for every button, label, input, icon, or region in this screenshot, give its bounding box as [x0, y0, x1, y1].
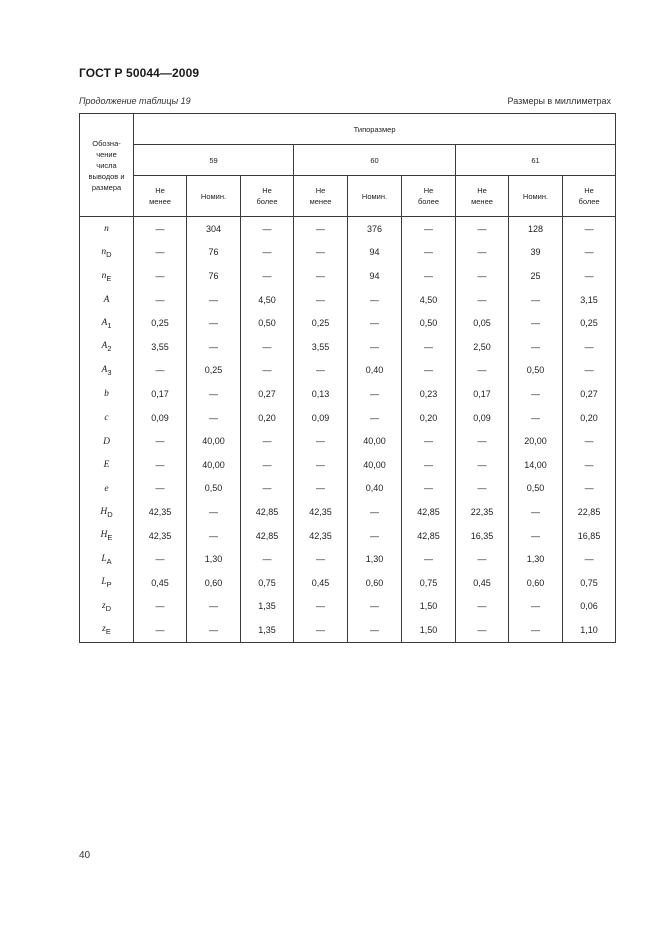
value-cell: — [509, 382, 563, 406]
value-cell: 0,45 [456, 571, 509, 595]
value-cell: 1,50 [402, 595, 456, 619]
value-cell: 128 [509, 217, 563, 241]
symbol-letter: E [103, 460, 110, 471]
table-row [80, 241, 616, 265]
value-cell: — [294, 618, 348, 642]
symbol-letter: A [103, 295, 110, 306]
value-cell: — [294, 359, 348, 383]
value-cell: — [509, 500, 563, 524]
document-title: ГОСТ Р 50044—2009 [79, 66, 200, 80]
subheader-cell: Не более [241, 176, 294, 217]
value-cell: 0,20 [241, 406, 294, 430]
symbol-letter: b [104, 389, 109, 400]
value-cell: — [563, 359, 616, 383]
value-cell: 4,50 [241, 288, 294, 312]
value-cell: — [187, 311, 241, 335]
value-cell: — [134, 618, 187, 642]
table-row [80, 453, 616, 477]
value-cell: — [563, 547, 616, 571]
value-cell: — [456, 477, 509, 501]
value-cell: — [563, 453, 616, 477]
value-cell: — [187, 335, 241, 359]
value-cell: — [402, 453, 456, 477]
value-cell: 0,06 [563, 595, 616, 619]
symbol-subscript: 3 [107, 367, 112, 377]
symbol-subscript: E [105, 627, 111, 637]
value-cell: 0,20 [563, 406, 616, 430]
value-cell: — [402, 241, 456, 265]
value-cell: 42,85 [241, 500, 294, 524]
value-cell: 14,00 [509, 453, 563, 477]
value-cell: 42,35 [294, 524, 348, 548]
value-cell: 0,05 [456, 311, 509, 335]
table-row [80, 335, 616, 359]
value-cell: — [402, 547, 456, 571]
value-cell: — [456, 618, 509, 642]
table-row [80, 500, 616, 524]
value-cell: — [294, 217, 348, 241]
symbol-cell [80, 359, 134, 383]
dimensions-table [79, 113, 616, 643]
value-cell: — [134, 264, 187, 288]
value-cell: 76 [187, 264, 241, 288]
subheader-row [80, 176, 616, 217]
value-cell: 16,35 [456, 524, 509, 548]
value-cell: — [402, 429, 456, 453]
table-row [80, 217, 616, 241]
symbol-letter: H [100, 530, 108, 541]
value-cell: 0,50 [509, 477, 563, 501]
symbol-subscript: D [105, 603, 112, 613]
value-cell: — [402, 217, 456, 241]
size-header-59: 59 [134, 145, 294, 176]
value-cell: — [509, 335, 563, 359]
value-cell: 0,75 [402, 571, 456, 595]
value-cell: 42,85 [241, 524, 294, 548]
value-cell: — [134, 477, 187, 501]
value-cell: 0,09 [134, 406, 187, 430]
value-cell: 40,00 [348, 453, 402, 477]
value-cell: 0,60 [509, 571, 563, 595]
value-cell: — [348, 595, 402, 619]
value-cell: — [187, 288, 241, 312]
value-cell: 0,27 [563, 382, 616, 406]
value-cell: 0,25 [187, 359, 241, 383]
value-cell: 0,75 [563, 571, 616, 595]
symbol-cell [80, 571, 134, 595]
symbol-cell [80, 311, 134, 335]
symbol-subscript: 2 [107, 344, 112, 354]
value-cell: 0,23 [402, 382, 456, 406]
value-cell: — [456, 288, 509, 312]
value-cell: 3,15 [563, 288, 616, 312]
value-cell: — [563, 264, 616, 288]
value-cell: 42,35 [134, 524, 187, 548]
subheader-cell: Не более [402, 176, 456, 217]
value-cell: — [294, 241, 348, 265]
value-cell: 42,85 [402, 500, 456, 524]
value-cell: — [294, 453, 348, 477]
value-cell: — [187, 500, 241, 524]
size-header-61: 61 [456, 145, 616, 176]
value-cell: — [241, 453, 294, 477]
symbol-cell [80, 477, 134, 501]
value-cell: 304 [187, 217, 241, 241]
symbol-cell [80, 524, 134, 548]
table-row [80, 571, 616, 595]
value-cell: 3,55 [134, 335, 187, 359]
value-cell: — [509, 288, 563, 312]
value-cell: 0,50 [402, 311, 456, 335]
value-cell: — [456, 241, 509, 265]
value-cell: 76 [187, 241, 241, 265]
value-cell: — [456, 453, 509, 477]
value-cell: — [348, 382, 402, 406]
symbol-cell [80, 241, 134, 265]
value-cell: — [456, 595, 509, 619]
symbol-letter: A [101, 317, 108, 328]
symbol-cell [80, 382, 134, 406]
value-cell: 40,00 [187, 453, 241, 477]
value-cell: 0,25 [134, 311, 187, 335]
value-cell: 0,40 [348, 477, 402, 501]
subheader-cell: Не менее [134, 176, 187, 217]
value-cell: — [294, 547, 348, 571]
value-cell: 0,50 [509, 359, 563, 383]
value-cell: — [402, 264, 456, 288]
value-cell: 0,50 [241, 311, 294, 335]
value-cell: — [241, 429, 294, 453]
value-cell: — [402, 359, 456, 383]
value-cell: 42,35 [134, 500, 187, 524]
value-cell: 0,40 [348, 359, 402, 383]
value-cell: — [134, 429, 187, 453]
value-cell: 1,35 [241, 618, 294, 642]
value-cell: — [456, 217, 509, 241]
value-cell: — [348, 288, 402, 312]
value-cell: 0,25 [294, 311, 348, 335]
table-row [80, 406, 616, 430]
value-cell: 0,27 [241, 382, 294, 406]
value-cell: 2,50 [456, 335, 509, 359]
symbol-letter: z [102, 624, 106, 635]
value-cell: — [563, 335, 616, 359]
value-cell: 1,10 [563, 618, 616, 642]
table-row [80, 595, 616, 619]
value-cell: — [134, 547, 187, 571]
value-cell: — [509, 595, 563, 619]
value-cell: — [348, 524, 402, 548]
value-cell: — [241, 359, 294, 383]
value-cell: 42,85 [402, 524, 456, 548]
value-cell: — [134, 241, 187, 265]
value-cell: 40,00 [187, 429, 241, 453]
symbol-letter: n [104, 224, 109, 235]
symbol-letter: D [103, 436, 110, 447]
subheader-cell: Номин. [509, 176, 563, 217]
value-cell: 94 [348, 264, 402, 288]
value-cell: 0,75 [241, 571, 294, 595]
symbol-cell [80, 288, 134, 312]
symbol-cell [80, 406, 134, 430]
value-cell: 0,45 [294, 571, 348, 595]
value-cell: — [509, 524, 563, 548]
subheader-cell: Не более [563, 176, 616, 217]
value-cell: — [294, 288, 348, 312]
value-cell: 22,35 [456, 500, 509, 524]
value-cell: 42,35 [294, 500, 348, 524]
value-cell: — [187, 618, 241, 642]
value-cell: — [134, 217, 187, 241]
value-cell: — [241, 241, 294, 265]
value-cell: 0,50 [187, 477, 241, 501]
value-cell: — [241, 217, 294, 241]
value-cell: 1,30 [348, 547, 402, 571]
value-cell: — [456, 429, 509, 453]
size-header-60: 60 [294, 145, 456, 176]
symbol-letter: L [101, 553, 107, 564]
symbol-cell [80, 500, 134, 524]
value-cell: — [348, 618, 402, 642]
symbol-cell [80, 453, 134, 477]
symbol-letter: L [101, 577, 107, 588]
symbol-subscript: D [106, 249, 112, 259]
value-cell: — [241, 547, 294, 571]
subheader-cell: Не менее [294, 176, 348, 217]
symbol-cell [80, 217, 134, 241]
value-cell: 20,00 [509, 429, 563, 453]
table-row [80, 477, 616, 501]
value-cell: 4,50 [402, 288, 456, 312]
value-cell: — [187, 595, 241, 619]
value-cell: — [348, 311, 402, 335]
value-cell: — [402, 335, 456, 359]
table-row [80, 547, 616, 571]
value-cell: — [456, 359, 509, 383]
value-cell: — [563, 429, 616, 453]
table-row [80, 524, 616, 548]
table-header [80, 114, 616, 217]
symbol-subscript: E [106, 273, 112, 283]
value-cell: 0,25 [563, 311, 616, 335]
value-cell: 0,13 [294, 382, 348, 406]
group-header-cell: Типоразмер [134, 114, 616, 145]
symbol-subscript: D [107, 509, 113, 519]
value-cell: — [241, 477, 294, 501]
value-cell: — [187, 406, 241, 430]
symbol-letter: H [100, 506, 108, 517]
symbol-subscript: 1 [107, 320, 112, 330]
value-cell: 25 [509, 264, 563, 288]
value-cell: — [348, 335, 402, 359]
symbol-letter: c [104, 413, 109, 424]
value-cell: 16,85 [563, 524, 616, 548]
value-cell: — [294, 595, 348, 619]
value-cell: 1,50 [402, 618, 456, 642]
table-row [80, 618, 616, 642]
value-cell: 0,60 [348, 571, 402, 595]
value-cell: — [563, 241, 616, 265]
value-cell: — [563, 477, 616, 501]
value-cell: — [134, 288, 187, 312]
value-cell: 3,55 [294, 335, 348, 359]
value-cell: — [294, 477, 348, 501]
symbol-cell [80, 335, 134, 359]
table-row [80, 288, 616, 312]
value-cell: 0,09 [294, 406, 348, 430]
value-cell: — [241, 264, 294, 288]
symbol-letter: z [101, 600, 106, 611]
symbol-letter: A [101, 341, 108, 352]
symbol-letter: A [101, 364, 108, 375]
value-cell: 0,17 [456, 382, 509, 406]
value-cell: 0,60 [187, 571, 241, 595]
value-cell: — [509, 618, 563, 642]
value-cell: — [348, 406, 402, 430]
value-cell: 1,35 [241, 595, 294, 619]
value-cell: — [294, 264, 348, 288]
table-row [80, 429, 616, 453]
symbol-cell [80, 547, 134, 571]
value-cell: — [509, 311, 563, 335]
table-body [80, 217, 616, 643]
value-cell: — [187, 524, 241, 548]
value-cell: — [134, 453, 187, 477]
value-cell: — [456, 547, 509, 571]
value-cell: 0,20 [402, 406, 456, 430]
value-cell: — [348, 500, 402, 524]
table-row [80, 311, 616, 335]
symbol-subscript: A [106, 556, 112, 566]
value-cell: 94 [348, 241, 402, 265]
symbol-letter: n [101, 246, 107, 257]
symbol-letter: e [104, 483, 109, 494]
value-cell: 1,30 [509, 547, 563, 571]
table-row [80, 359, 616, 383]
page-number: 40 [79, 850, 91, 861]
subheader-cell: Номин. [348, 176, 402, 217]
value-cell: 0,45 [134, 571, 187, 595]
value-cell: 376 [348, 217, 402, 241]
table-row [80, 264, 616, 288]
value-cell: 1,30 [187, 547, 241, 571]
table-continuation-caption: Продолжение таблицы 19 [79, 96, 191, 106]
value-cell: — [509, 406, 563, 430]
symbol-cell [80, 618, 134, 642]
symbol-cell [80, 264, 134, 288]
value-cell: 22,85 [563, 500, 616, 524]
value-cell: 0,17 [134, 382, 187, 406]
value-cell: — [563, 217, 616, 241]
value-cell: — [402, 477, 456, 501]
symbol-cell [80, 429, 134, 453]
value-cell: — [241, 335, 294, 359]
value-cell: — [134, 595, 187, 619]
symbol-subscript: P [106, 580, 112, 590]
value-cell: 0,09 [456, 406, 509, 430]
value-cell: 39 [509, 241, 563, 265]
symbol-subscript: E [107, 532, 113, 542]
symbol-letter: n [101, 270, 107, 281]
row-header-cell: Обозна- чение числа выводов и размера [80, 114, 134, 217]
subheader-cell: Номин. [187, 176, 241, 217]
value-cell: — [187, 382, 241, 406]
table-row [80, 382, 616, 406]
symbol-cell [80, 595, 134, 619]
value-cell: — [456, 264, 509, 288]
value-cell: — [294, 429, 348, 453]
subheader-cell: Не менее [456, 176, 509, 217]
units-caption: Размеры в миллиметрах [507, 96, 611, 106]
value-cell: 40,00 [348, 429, 402, 453]
value-cell: — [134, 359, 187, 383]
